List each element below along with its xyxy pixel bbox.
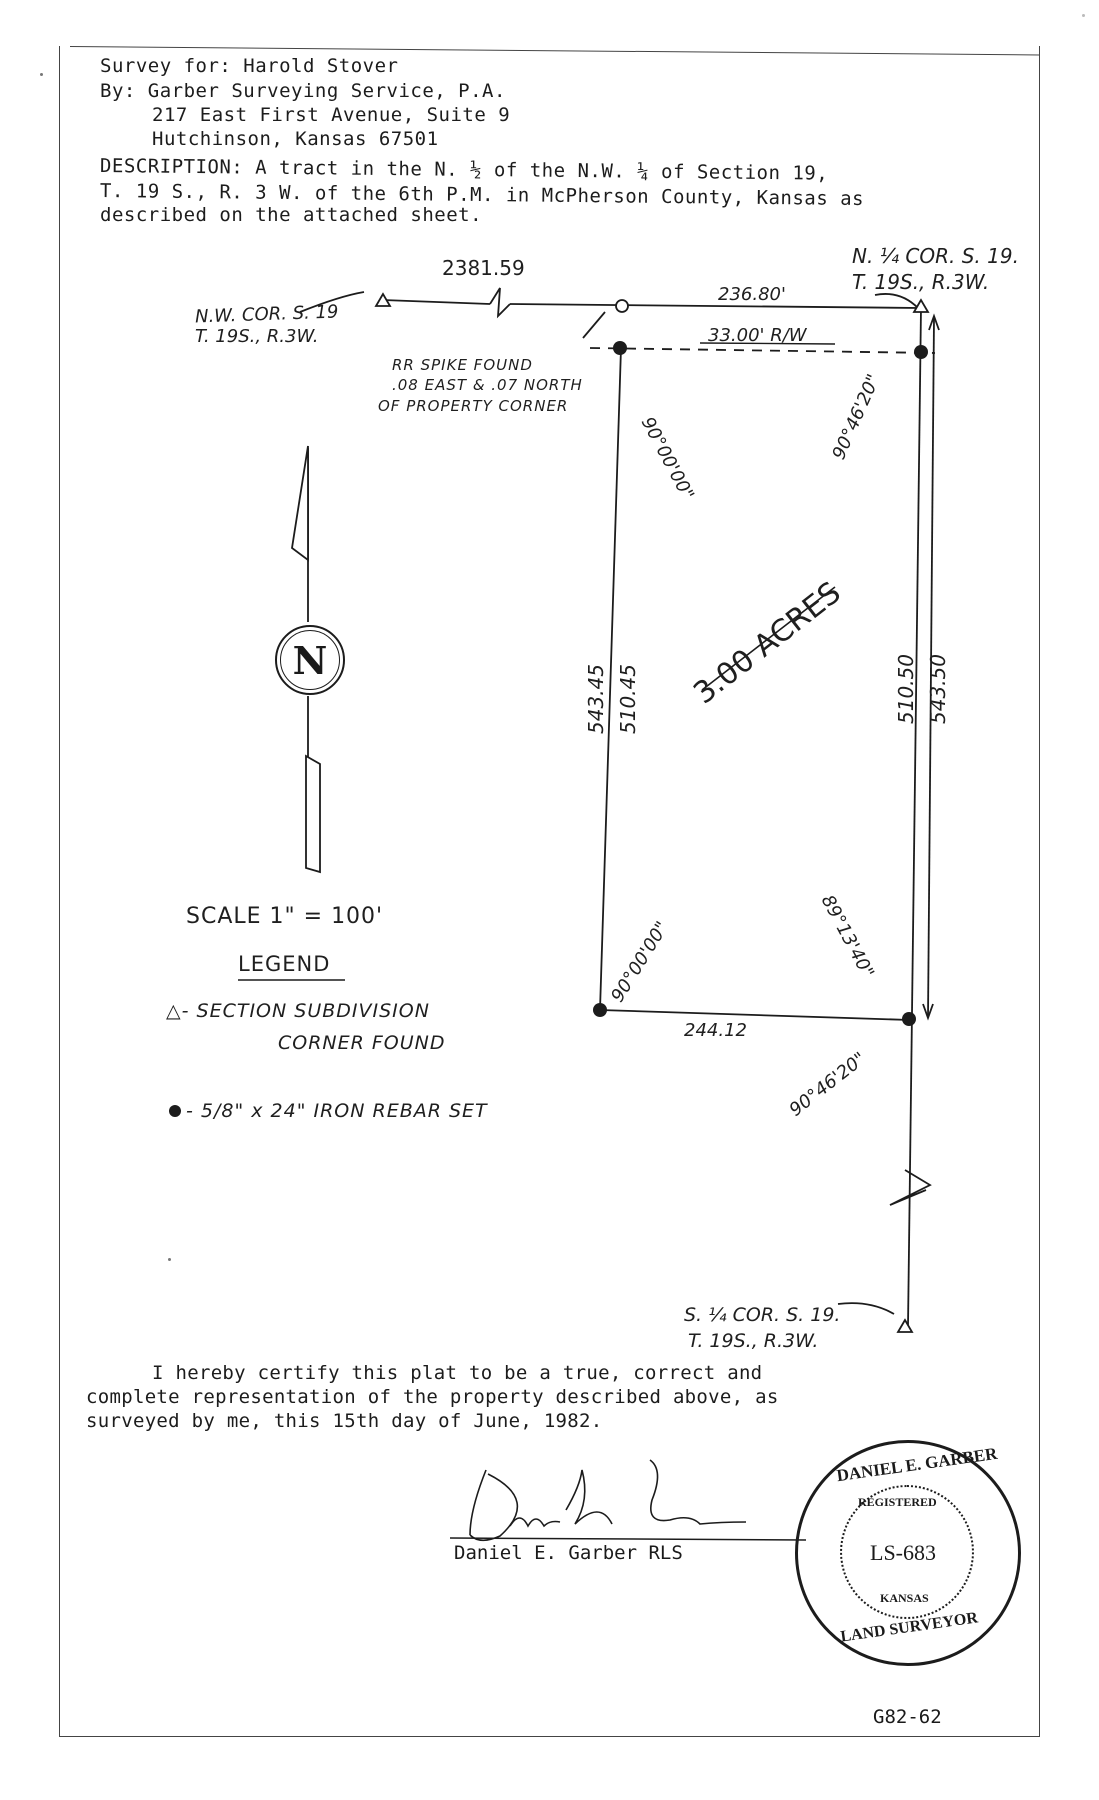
- legend-title: LEGEND: [238, 952, 331, 976]
- nw-corner-label-2: T. 19S., R.3W.: [195, 326, 319, 347]
- description-line-3: described on the attached sheet.: [100, 204, 483, 226]
- seal-registered: REGISTERED: [858, 1495, 937, 1509]
- certification-line-1: I hereby certify this plat to be a true, correct and: [152, 1362, 763, 1384]
- legend-triangle-line-2: CORNER FOUND: [278, 1032, 446, 1054]
- description-line-1: DESCRIPTION: A tract in the N. ½ of the N.W. ¼ of Section 19,: [99, 155, 829, 185]
- west-dist-2: 510.45: [616, 664, 640, 734]
- document-number: G82-62: [873, 1706, 942, 1728]
- nq-corner-label-1: N. ¼ COR. S. 19.: [852, 244, 1019, 268]
- north-section-line: [383, 300, 490, 304]
- sq-corner-label-1: S. ¼ COR. S. 19.: [684, 1304, 841, 1326]
- survey-for: Survey for: Harold Stover: [100, 55, 399, 77]
- nw-corner-label-1: N.W. COR. S. 19: [194, 301, 339, 328]
- rebar-dot-nw: [613, 341, 627, 355]
- angle-nw-label: 90°00'00": [636, 413, 698, 504]
- angle-se-label: 89°13'40": [816, 891, 878, 982]
- leader-rr-spike: [583, 312, 605, 338]
- address-line-2: Hutchinson, Kansas 67501: [152, 128, 439, 150]
- north-arrow-tail: [306, 756, 320, 872]
- east-dist-1: 510.50: [894, 654, 918, 724]
- sq-corner-label-2: T. 19S., R.3W.: [688, 1330, 819, 1352]
- angle-se-outer-label: 90°46'20": [785, 1048, 871, 1121]
- east-dist-2: 543.50: [926, 654, 950, 724]
- rr-spike-label-2: .08 EAST & .07 NORTH: [392, 376, 583, 394]
- leader-nq-corner: [875, 294, 918, 308]
- break-symbol-north: [490, 288, 510, 316]
- right-of-way-label: 33.00' R/W: [708, 325, 807, 346]
- certification-line-3: surveyed by me, this 15th day of June, 1982.: [86, 1410, 603, 1432]
- address-line-1: 217 East First Avenue, Suite 9: [152, 104, 511, 126]
- rebar-dot-se: [902, 1012, 916, 1026]
- north-arrow-half-head: [292, 446, 308, 560]
- acres-label: 3.00 ACRES: [687, 575, 848, 712]
- angle-sw-label: 90°00'00": [607, 917, 674, 1007]
- property-south-line: [600, 1010, 910, 1020]
- seal-name: DANIEL E. GARBER: [835, 1443, 999, 1486]
- dist-south-label: 244.12: [684, 1020, 747, 1041]
- north-section-line-east: [510, 304, 920, 308]
- right-of-way-line: [590, 348, 935, 353]
- description-line-2: T. 19 S., R. 3 W. of the 6th P.M. in McPherson County, Kansas as: [99, 180, 865, 211]
- leader-sq-corner: [838, 1303, 894, 1314]
- angle-ne-label: 90°46'20": [828, 371, 885, 463]
- surveyor-name: Daniel E. Garber RLS: [454, 1542, 683, 1564]
- seal-title: LAND SURVEYOR: [839, 1609, 980, 1646]
- west-dist-1: 543.45: [584, 664, 608, 734]
- north-symbol-letter: N: [292, 637, 328, 683]
- triangle-s-quarter-corner: [898, 1320, 912, 1332]
- dist-total-north: 2381.59: [442, 256, 525, 280]
- surveyor-company: By: Garber Surveying Service, P.A.: [100, 80, 506, 102]
- signature-scrawl: [470, 1460, 746, 1540]
- rebar-dot-sw: [593, 1003, 607, 1017]
- north-symbol-circle: [275, 625, 345, 695]
- scale-label: SCALE 1" = 100': [186, 904, 384, 929]
- signature-line: [450, 1538, 806, 1540]
- seal-state: KANSAS: [880, 1591, 929, 1605]
- legend-dot-label: - 5/8" x 24" IRON REBAR SET: [186, 1100, 488, 1122]
- legend-triangle-line-1: △- SECTION SUBDIVISION: [166, 1000, 430, 1022]
- seal-license-number: LS-683: [870, 1540, 936, 1565]
- dist-north-line: 236.80': [718, 284, 786, 305]
- nq-corner-label-2: T. 19S., R.3W.: [852, 270, 990, 294]
- certification-line-2: complete representation of the property described above, as: [86, 1386, 779, 1408]
- surveyor-seal: [795, 1440, 1021, 1666]
- legend-dot-symbol: [169, 1105, 181, 1117]
- rebar-dot-ne: [914, 345, 928, 359]
- rr-spike-label-3: OF PROPERTY CORNER: [378, 397, 569, 415]
- rr-spike-label-1: RR SPIKE FOUND: [392, 356, 533, 374]
- open-circle-marker: [616, 300, 628, 312]
